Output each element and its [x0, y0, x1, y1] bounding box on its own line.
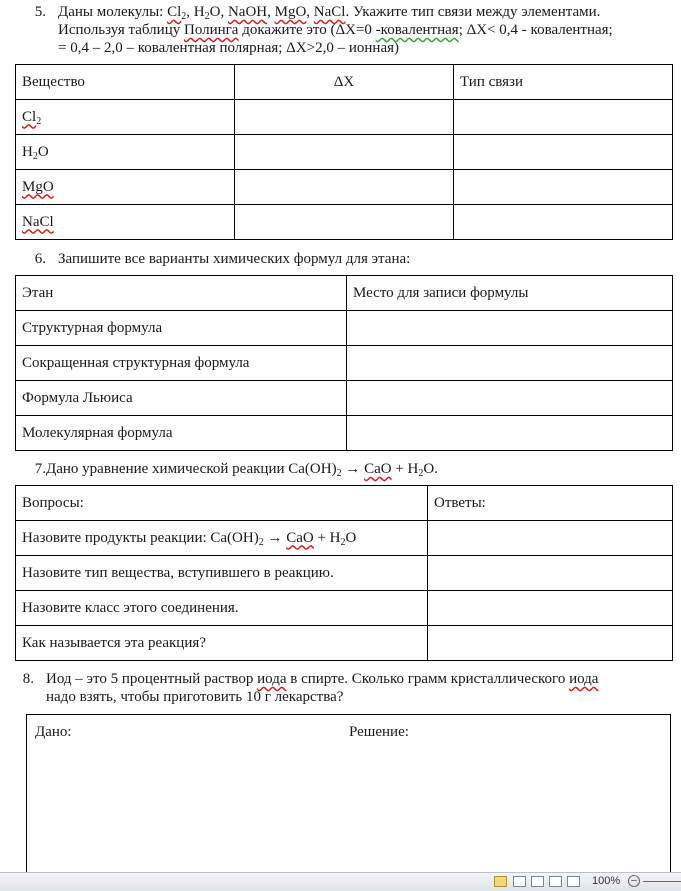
table-row	[16, 381, 673, 416]
table-header-row	[16, 276, 673, 311]
table-row	[16, 170, 673, 205]
table-row	[16, 521, 673, 556]
draft-icon[interactable]	[567, 876, 580, 887]
answer-cell[interactable]	[428, 591, 673, 626]
table-row	[16, 346, 673, 381]
answer-cell[interactable]	[235, 170, 454, 205]
table-row	[16, 100, 673, 135]
print-layout-icon[interactable]	[494, 876, 507, 887]
question-text: Даны молекулы: $Cl_2$, $H_2O$, NaOH, MgO, NaCl. Укажите тип связи между элементами. Используя таблицу Полинга докажите это (ΔX=0 -ковалентная; ΔX< 0,4 - ковалентная;	[58, 4, 613, 38]
question-text: Дано уравнение химической реакции $Ca(OH)_2$ → CaO + $H_2O$.	[46, 461, 438, 479]
table-header-row	[16, 486, 673, 521]
zoom-out-icon[interactable]: –	[628, 875, 640, 887]
header-formula-space: Место для записи формулы	[347, 276, 673, 311]
table-row	[16, 205, 673, 240]
table-row	[16, 135, 673, 170]
cell-formula: $Cl_2$	[16, 100, 235, 135]
header-ethane: Этан	[16, 276, 347, 311]
answer-cell[interactable]	[347, 381, 673, 416]
answer-cell[interactable]	[454, 170, 673, 205]
answer-cell[interactable]	[428, 521, 673, 556]
row-label: Структурная формула	[16, 311, 347, 346]
header-questions: Вопросы:	[16, 486, 428, 521]
cell-formula: NaCl	[16, 205, 235, 240]
zoom-level[interactable]: 100%	[592, 875, 621, 887]
table-row	[16, 626, 673, 661]
table-reaction-questions	[15, 485, 673, 661]
given-label: Дано:	[35, 724, 72, 740]
row-label: Формула Льюиса	[16, 381, 347, 416]
cell-formula: $H_2O$	[16, 135, 235, 170]
header-delta-x: ΔX	[235, 65, 454, 100]
row-label: Как называется эта реакция?	[16, 626, 428, 661]
table-row	[16, 591, 673, 626]
answer-cell[interactable]	[347, 311, 673, 346]
status-bar	[0, 872, 681, 891]
header-answers: Ответы:	[428, 486, 673, 521]
table-row	[16, 416, 673, 451]
row-label: Назовите класс этого соединения.	[16, 591, 428, 626]
table-row	[16, 556, 673, 591]
row-label: Молекулярная формула	[16, 416, 347, 451]
answer-cell[interactable]	[454, 100, 673, 135]
question-number: 5.	[34, 4, 46, 20]
zoom-slider[interactable]	[643, 881, 681, 882]
question-text: Запишите все варианты химических формул для этана:	[58, 251, 411, 267]
table-bond-type	[15, 64, 673, 240]
answer-cell[interactable]	[235, 135, 454, 170]
cell-formula: MgO	[16, 170, 235, 205]
answer-cell[interactable]	[235, 205, 454, 240]
answer-cell[interactable]	[347, 346, 673, 381]
question-text: Иод – это 5 процентный раствор иода в спирте. Сколько грамм кристаллического иода надо взять, чтобы приготовить 10 г лекарства?	[46, 671, 599, 705]
question-text-line3: = 0,4 – 2,0 – ковалентная полярная; ΔX>2,0 – ионная)	[58, 40, 400, 56]
full-screen-reading-icon[interactable]	[513, 876, 526, 887]
solution-label: Решение:	[349, 724, 409, 740]
question-number: 7.	[34, 461, 46, 477]
row-label: Сокращенная структурная формула	[16, 346, 347, 381]
question-number: 8.	[22, 671, 34, 687]
answer-cell[interactable]	[235, 100, 454, 135]
row-label: Назовите тип вещества, вступившего в реакцию.	[16, 556, 428, 591]
answer-box[interactable]	[26, 714, 671, 872]
answer-cell[interactable]	[347, 416, 673, 451]
header-bond-type: Тип связи	[454, 65, 673, 100]
answer-cell[interactable]	[428, 626, 673, 661]
header-substance: Вещество	[16, 65, 235, 100]
answer-cell[interactable]	[454, 135, 673, 170]
answer-cell[interactable]	[454, 205, 673, 240]
table-row	[16, 311, 673, 346]
web-layout-icon[interactable]	[531, 876, 544, 887]
table-ethane-formulas	[15, 275, 673, 451]
answer-cell[interactable]	[428, 556, 673, 591]
table-header-row	[16, 65, 673, 100]
question-number: 6.	[34, 251, 46, 267]
row-label: Назовите продукты реакции: $Ca(OH)_2$ → CaO + $H_2O$	[16, 521, 428, 556]
outline-icon[interactable]	[549, 876, 562, 887]
